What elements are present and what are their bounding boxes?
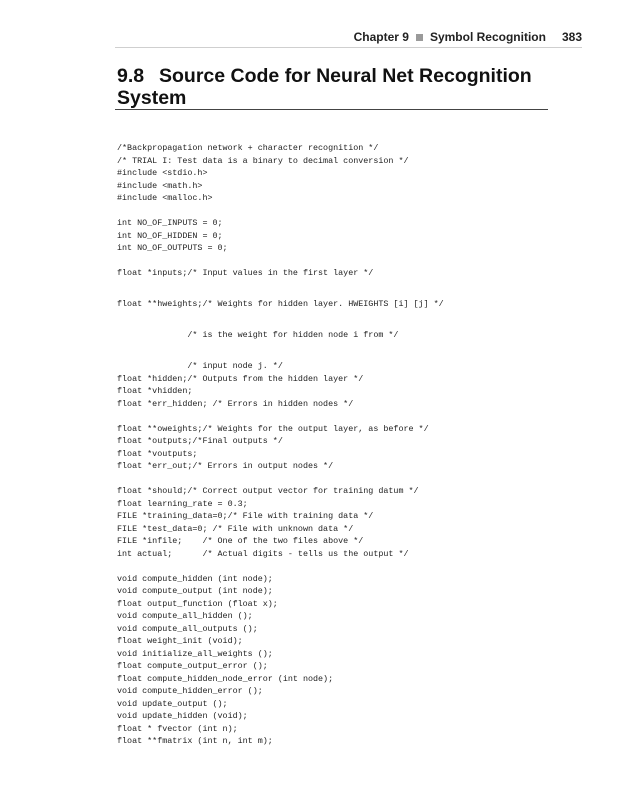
code-line: float *hidden;/* Outputs from the hidden layer */ [117, 373, 364, 384]
code-line: void update_hidden (void); [117, 711, 248, 721]
chapter-title: Symbol Recognition [429, 30, 546, 44]
code-line [117, 255, 587, 268]
header-rule [115, 47, 582, 48]
code-line: FILE *infile; /* One of the two files above */ [117, 536, 364, 546]
code-line: void compute_hidden (int node); [117, 573, 273, 584]
code-line [117, 473, 587, 486]
code-line: void initialize_all_weights (); [117, 648, 273, 659]
code-line: int NO_OF_OUTPUTS = 0; [117, 243, 228, 253]
code-line [117, 205, 587, 218]
code-line: float compute_hidden_node_error (int node); [117, 673, 334, 684]
code-line: float *vhidden; [117, 386, 193, 396]
code-line: int NO_OF_INPUTS = 0; [117, 218, 223, 228]
chapter-label: Chapter 9 [353, 30, 409, 44]
code-line: void compute_output (int node); [117, 586, 273, 596]
running-head [354, 30, 582, 44]
code-line: FILE *test_data=0; /* File with unknown data */ [117, 523, 354, 534]
code-line [117, 280, 587, 299]
section-title: Source Code for Neural Net Recognition System [117, 65, 532, 109]
code-line: float compute_output_error (); [117, 661, 268, 671]
code-line: /* TRIAL I: Test data is a binary to decimal conversion */ [117, 155, 409, 166]
code-line: float learning_rate = 0.3; [117, 498, 248, 509]
code-line: void compute_hidden_error (); [117, 686, 263, 696]
code-line: float **hweights;/* Weights for hidden layer. HWEIGHTS [i] [j] */ [117, 299, 444, 309]
code-line [117, 311, 587, 330]
code-line: /* is the weight for hidden node i from */ [117, 330, 399, 340]
code-line: float weight_init (void); [117, 636, 243, 646]
code-listing [117, 142, 587, 748]
section-heading [117, 65, 557, 109]
code-line: float * fvector (int n); [117, 723, 238, 734]
code-line: int actual; /* Actual digits - tells us the output */ [117, 548, 409, 559]
code-line: /* input node j. */ [117, 361, 283, 371]
page-number: 383 [561, 30, 582, 44]
code-line: void compute_all_hidden (); [117, 611, 253, 621]
code-line [117, 342, 587, 361]
code-line: #include <math.h> [117, 180, 203, 191]
code-line: float *voutputs; [117, 448, 198, 459]
code-line: void compute_all_outputs (); [117, 623, 258, 634]
code-line: float **fmatrix (int n, int m); [117, 736, 273, 746]
code-line [117, 560, 587, 573]
code-line: float *err_out;/* Errors in output nodes */ [117, 461, 334, 471]
separator-square-icon [416, 34, 423, 41]
section-number: 9.8 [117, 65, 145, 87]
code-line: #include <stdio.h> [117, 168, 208, 178]
code-line: float **oweights;/* Weights for the output layer, as before */ [117, 423, 429, 434]
code-line: void update_output (); [117, 698, 228, 709]
code-line [117, 410, 587, 423]
code-line: float *inputs;/* Input values in the first layer */ [117, 268, 374, 278]
code-line: float *should;/* Correct output vector for training datum */ [117, 486, 419, 496]
section-rule [115, 109, 548, 110]
code-line: /*Backpropagation network + character recognition */ [117, 143, 379, 153]
code-line: float *err_hidden; /* Errors in hidden nodes */ [117, 398, 354, 409]
code-line: int NO_OF_HIDDEN = 0; [117, 230, 223, 241]
code-line: FILE *training_data=0;/* File with training data */ [117, 511, 374, 521]
code-line: #include <malloc.h> [117, 193, 213, 203]
code-line: float output_function (float x); [117, 598, 278, 609]
code-line: float *outputs;/*Final outputs */ [117, 436, 283, 446]
